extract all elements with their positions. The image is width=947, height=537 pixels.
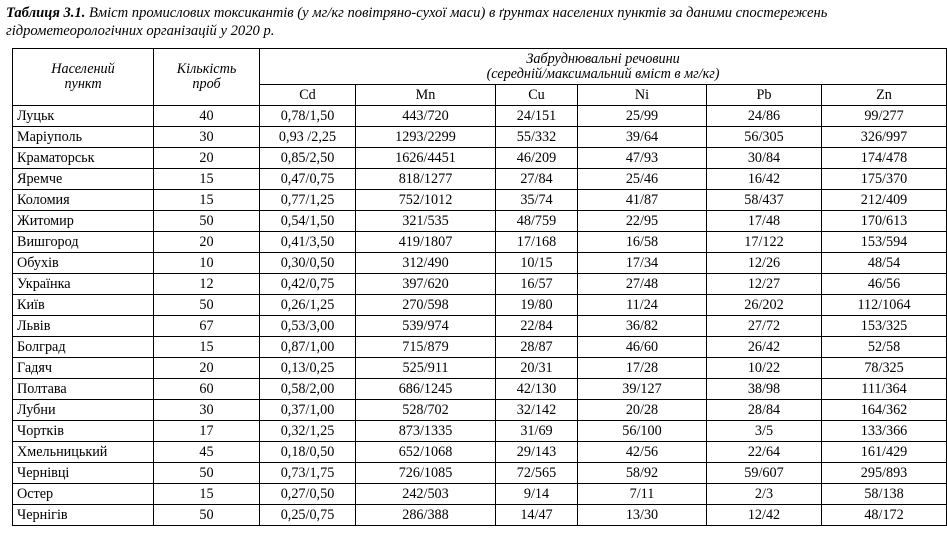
- header-pollutants: [260, 49, 947, 85]
- header-pollutants-line2: (середній/максимальний вміст в мг/кг): [486, 65, 720, 82]
- value-cell-cd: 0,77/1,25: [260, 190, 356, 211]
- settlement-cell: Остер: [13, 484, 154, 505]
- value-cell-cd: 0,42/0,75: [260, 274, 356, 295]
- settlement-cell: Обухів: [13, 253, 154, 274]
- value-cell-mn: 873/1335: [356, 421, 496, 442]
- settlement-cell: Чернівці: [13, 463, 154, 484]
- sample-count-cell: 50: [154, 211, 260, 232]
- settlement-cell: Київ: [13, 295, 154, 316]
- value-cell-pb: 2/3: [707, 484, 822, 505]
- table-row: [13, 484, 947, 505]
- settlement-cell: Маріуполь: [13, 127, 154, 148]
- value-cell-cu: 17/168: [496, 232, 578, 253]
- sample-count-cell: 15: [154, 484, 260, 505]
- value-cell-cd: 0,85/2,50: [260, 148, 356, 169]
- value-cell-zn: 46/56: [822, 274, 947, 295]
- sample-count-cell: 67: [154, 316, 260, 337]
- value-cell-zn: 99/277: [822, 106, 947, 127]
- value-cell-pb: 12/42: [707, 505, 822, 526]
- value-cell-cu: 20/31: [496, 358, 578, 379]
- value-cell-pb: 17/122: [707, 232, 822, 253]
- value-cell-mn: 528/702: [356, 400, 496, 421]
- sample-count-cell: 15: [154, 337, 260, 358]
- table-row: [13, 211, 947, 232]
- table-row: [13, 400, 947, 421]
- value-cell-mn: 686/1245: [356, 379, 496, 400]
- value-cell-pb: 38/98: [707, 379, 822, 400]
- value-cell-cu: 28/87: [496, 337, 578, 358]
- value-cell-mn: 715/879: [356, 337, 496, 358]
- value-cell-zn: 212/409: [822, 190, 947, 211]
- value-cell-pb: 30/84: [707, 148, 822, 169]
- value-cell-ni: 46/60: [578, 337, 707, 358]
- value-cell-zn: 48/172: [822, 505, 947, 526]
- value-cell-cu: 16/57: [496, 274, 578, 295]
- sample-count-cell: 15: [154, 190, 260, 211]
- value-cell-cd: 0,41/3,50: [260, 232, 356, 253]
- value-cell-pb: 3/5: [707, 421, 822, 442]
- value-cell-ni: 42/56: [578, 442, 707, 463]
- value-cell-cu: 42/130: [496, 379, 578, 400]
- value-cell-cu: 32/142: [496, 400, 578, 421]
- sample-count-cell: 20: [154, 232, 260, 253]
- value-cell-zn: 164/362: [822, 400, 947, 421]
- header-settlement-line1: Населений: [51, 61, 115, 77]
- table-row: [13, 421, 947, 442]
- value-cell-zn: 133/366: [822, 421, 947, 442]
- value-cell-zn: 174/478: [822, 148, 947, 169]
- header-count-line2: проб: [192, 76, 221, 92]
- table-row: [13, 316, 947, 337]
- value-cell-ni: 17/34: [578, 253, 707, 274]
- value-cell-pb: 59/607: [707, 463, 822, 484]
- value-cell-cu: 29/143: [496, 442, 578, 463]
- value-cell-pb: 27/72: [707, 316, 822, 337]
- value-cell-cd: 0,53/3,00: [260, 316, 356, 337]
- value-cell-ni: 11/24: [578, 295, 707, 316]
- value-cell-pb: 26/42: [707, 337, 822, 358]
- header-count-line1: Кількість: [176, 61, 237, 77]
- value-cell-zn: 48/54: [822, 253, 947, 274]
- value-cell-ni: 16/58: [578, 232, 707, 253]
- sample-count-cell: 12: [154, 274, 260, 295]
- value-cell-pb: 56/305: [707, 127, 822, 148]
- value-cell-pb: 26/202: [707, 295, 822, 316]
- table-row: [13, 127, 947, 148]
- value-cell-cu: 9/14: [496, 484, 578, 505]
- sample-count-cell: 20: [154, 148, 260, 169]
- table-row: [13, 463, 947, 484]
- header-element: Ni: [578, 85, 707, 106]
- table-row: [13, 295, 947, 316]
- table-row: [13, 358, 947, 379]
- settlement-cell: Яремче: [13, 169, 154, 190]
- value-cell-mn: 242/503: [356, 484, 496, 505]
- settlement-cell: Полтава: [13, 379, 154, 400]
- value-cell-pb: 10/22: [707, 358, 822, 379]
- sample-count-cell: 30: [154, 400, 260, 421]
- value-cell-mn: 443/720: [356, 106, 496, 127]
- settlement-cell: Коломия: [13, 190, 154, 211]
- value-cell-mn: 818/1277: [356, 169, 496, 190]
- value-cell-ni: 47/93: [578, 148, 707, 169]
- value-cell-cu: 19/80: [496, 295, 578, 316]
- value-cell-ni: 25/99: [578, 106, 707, 127]
- sample-count-cell: 10: [154, 253, 260, 274]
- table-row: [13, 274, 947, 295]
- sample-count-cell: 40: [154, 106, 260, 127]
- value-cell-cd: 0,18/0,50: [260, 442, 356, 463]
- settlement-cell: Чернігів: [13, 505, 154, 526]
- header-element: Cu: [496, 85, 578, 106]
- value-cell-ni: 20/28: [578, 400, 707, 421]
- value-cell-mn: 525/911: [356, 358, 496, 379]
- toxicants-table: [12, 48, 947, 526]
- value-cell-cu: 72/565: [496, 463, 578, 484]
- value-cell-mn: 752/1012: [356, 190, 496, 211]
- sample-count-cell: 50: [154, 463, 260, 484]
- value-cell-pb: 16/42: [707, 169, 822, 190]
- value-cell-cu: 22/84: [496, 316, 578, 337]
- header-element: Cd: [260, 85, 356, 106]
- table-header: [13, 49, 947, 106]
- value-cell-mn: 1293/2299: [356, 127, 496, 148]
- value-cell-pb: 58/437: [707, 190, 822, 211]
- header-element: Mn: [356, 85, 496, 106]
- settlement-cell: Краматорськ: [13, 148, 154, 169]
- settlement-cell: Хмельницький: [13, 442, 154, 463]
- value-cell-cu: 31/69: [496, 421, 578, 442]
- table-row: [13, 232, 947, 253]
- table-row: [13, 190, 947, 211]
- table-row: [13, 337, 947, 358]
- value-cell-cd: 0,58/2,00: [260, 379, 356, 400]
- value-cell-mn: 286/388: [356, 505, 496, 526]
- header-element: Pb: [707, 85, 822, 106]
- header-pollutants-line1: Забруднювальні речовини: [526, 50, 680, 67]
- value-cell-pb: 28/84: [707, 400, 822, 421]
- sample-count-cell: 20: [154, 358, 260, 379]
- value-cell-cd: 0,37/1,00: [260, 400, 356, 421]
- value-cell-pb: 12/26: [707, 253, 822, 274]
- table-row: [13, 442, 947, 463]
- header-element: Zn: [822, 85, 947, 106]
- value-cell-ni: 13/30: [578, 505, 707, 526]
- value-cell-pb: 12/27: [707, 274, 822, 295]
- value-cell-ni: 58/92: [578, 463, 707, 484]
- value-cell-pb: 24/86: [707, 106, 822, 127]
- value-cell-mn: 419/1807: [356, 232, 496, 253]
- value-cell-cd: 0,26/1,25: [260, 295, 356, 316]
- caption-text: Вміст промислових токсикантів (у мг/кг повітряно-сухої маси) в ґрунтах населених пунктів за даними спостережень гідрометеорологічних організацій у 2020 р.: [6, 5, 828, 39]
- value-cell-cu: 24/151: [496, 106, 578, 127]
- value-cell-cd: 0,25/0,75: [260, 505, 356, 526]
- value-cell-cd: 0,93 /2,25: [260, 127, 356, 148]
- value-cell-ni: 41/87: [578, 190, 707, 211]
- value-cell-ni: 27/48: [578, 274, 707, 295]
- value-cell-ni: 56/100: [578, 421, 707, 442]
- value-cell-cu: 48/759: [496, 211, 578, 232]
- table-row: [13, 169, 947, 190]
- table-row: [13, 379, 947, 400]
- value-cell-zn: 295/893: [822, 463, 947, 484]
- settlement-cell: Чортків: [13, 421, 154, 442]
- value-cell-zn: 112/1064: [822, 295, 947, 316]
- sample-count-cell: 45: [154, 442, 260, 463]
- sample-count-cell: 50: [154, 505, 260, 526]
- table-body: [13, 106, 947, 526]
- value-cell-mn: 397/620: [356, 274, 496, 295]
- value-cell-zn: 326/997: [822, 127, 947, 148]
- value-cell-mn: 652/1068: [356, 442, 496, 463]
- value-cell-ni: 25/46: [578, 169, 707, 190]
- table-row: [13, 505, 947, 526]
- value-cell-mn: 1626/4451: [356, 148, 496, 169]
- value-cell-cd: 0,27/0,50: [260, 484, 356, 505]
- value-cell-mn: 726/1085: [356, 463, 496, 484]
- value-cell-ni: 39/64: [578, 127, 707, 148]
- value-cell-cd: 0,47/0,75: [260, 169, 356, 190]
- settlement-cell: Гадяч: [13, 358, 154, 379]
- value-cell-mn: 312/490: [356, 253, 496, 274]
- value-cell-zn: 153/325: [822, 316, 947, 337]
- header-count: [154, 49, 260, 106]
- header-settlement-line2: пункт: [64, 76, 102, 92]
- settlement-cell: Вишгород: [13, 232, 154, 253]
- value-cell-zn: 58/138: [822, 484, 947, 505]
- value-cell-ni: 39/127: [578, 379, 707, 400]
- value-cell-cu: 14/47: [496, 505, 578, 526]
- value-cell-zn: 111/364: [822, 379, 947, 400]
- value-cell-mn: 321/535: [356, 211, 496, 232]
- value-cell-zn: 175/370: [822, 169, 947, 190]
- value-cell-ni: 36/82: [578, 316, 707, 337]
- value-cell-ni: 22/95: [578, 211, 707, 232]
- value-cell-mn: 270/598: [356, 295, 496, 316]
- settlement-cell: Житомир: [13, 211, 154, 232]
- value-cell-mn: 539/974: [356, 316, 496, 337]
- value-cell-cd: 0,32/1,25: [260, 421, 356, 442]
- value-cell-cu: 55/332: [496, 127, 578, 148]
- value-cell-cd: 0,87/1,00: [260, 337, 356, 358]
- value-cell-zn: 153/594: [822, 232, 947, 253]
- table-caption: [6, 4, 854, 40]
- value-cell-pb: 22/64: [707, 442, 822, 463]
- sample-count-cell: 17: [154, 421, 260, 442]
- settlement-cell: Луцьк: [13, 106, 154, 127]
- value-cell-cd: 0,73/1,75: [260, 463, 356, 484]
- value-cell-pb: 17/48: [707, 211, 822, 232]
- value-cell-cu: 10/15: [496, 253, 578, 274]
- value-cell-cd: 0,78/1,50: [260, 106, 356, 127]
- value-cell-zn: 52/58: [822, 337, 947, 358]
- table-row: [13, 148, 947, 169]
- value-cell-cd: 0,13/0,25: [260, 358, 356, 379]
- value-cell-cu: 35/74: [496, 190, 578, 211]
- value-cell-cd: 0,54/1,50: [260, 211, 356, 232]
- caption-label: Таблиця 3.1.: [6, 5, 86, 21]
- sample-count-cell: 60: [154, 379, 260, 400]
- value-cell-cd: 0,30/0,50: [260, 253, 356, 274]
- value-cell-cu: 27/84: [496, 169, 578, 190]
- sample-count-cell: 50: [154, 295, 260, 316]
- header-settlement: [13, 49, 154, 106]
- value-cell-zn: 78/325: [822, 358, 947, 379]
- settlement-cell: Лубни: [13, 400, 154, 421]
- sample-count-cell: 15: [154, 169, 260, 190]
- value-cell-ni: 17/28: [578, 358, 707, 379]
- value-cell-zn: 161/429: [822, 442, 947, 463]
- sample-count-cell: 30: [154, 127, 260, 148]
- value-cell-zn: 170/613: [822, 211, 947, 232]
- settlement-cell: Львів: [13, 316, 154, 337]
- value-cell-ni: 7/11: [578, 484, 707, 505]
- settlement-cell: Болград: [13, 337, 154, 358]
- settlement-cell: Українка: [13, 274, 154, 295]
- value-cell-cu: 46/209: [496, 148, 578, 169]
- table-row: [13, 253, 947, 274]
- table-row: [13, 106, 947, 127]
